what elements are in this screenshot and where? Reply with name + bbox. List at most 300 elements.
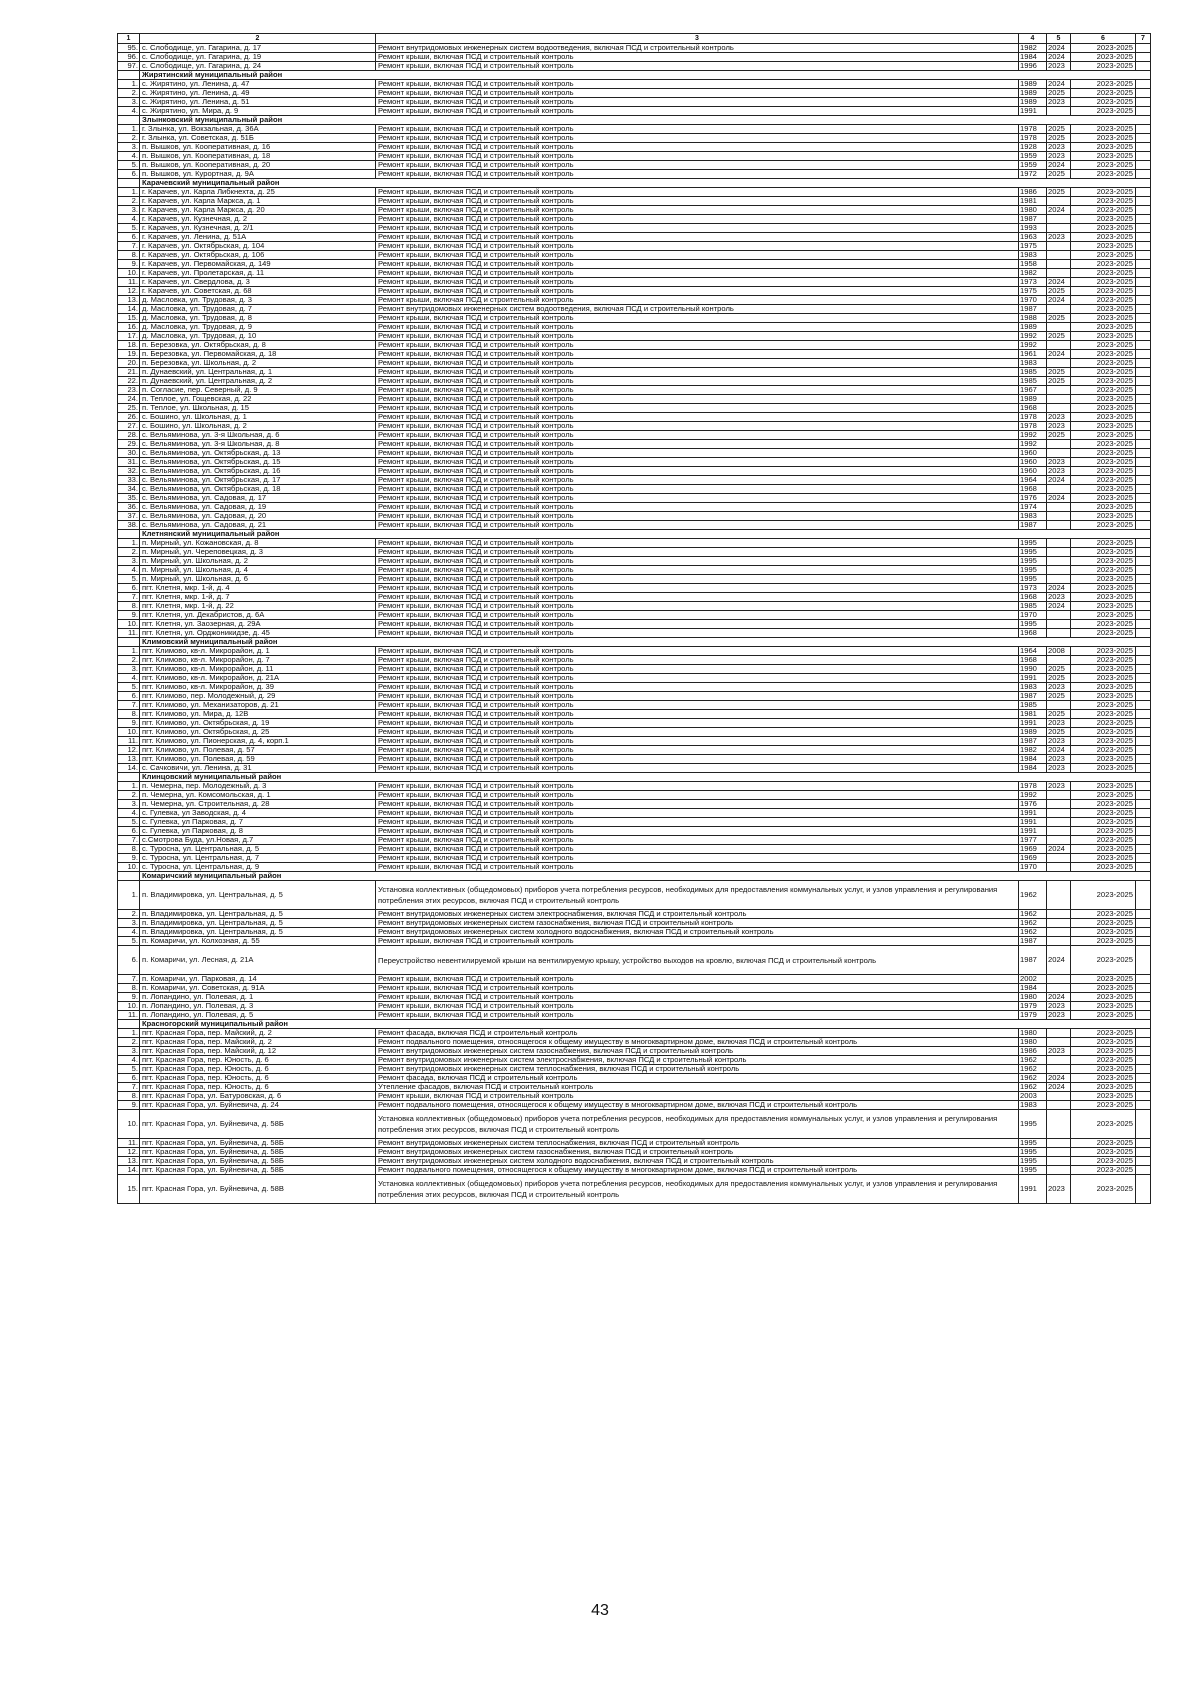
extra-cell	[1136, 431, 1151, 440]
planned-year-cell: 2023	[1047, 152, 1071, 161]
extra-cell	[1136, 143, 1151, 152]
extra-cell	[1136, 1011, 1151, 1020]
table-row	[118, 188, 1151, 197]
work-type-cell: Ремонт крыши, включая ПСД и строительный контроль	[376, 467, 1019, 476]
table-row	[118, 368, 1151, 377]
planned-year-cell	[1047, 224, 1071, 233]
address-cell: п. Владимировка, ул. Центральная, д. 5	[140, 910, 376, 919]
planned-year-cell: 2024	[1047, 476, 1071, 485]
extra-cell	[1136, 314, 1151, 323]
planned-year-cell	[1047, 512, 1071, 521]
row-number-cell: 26.	[118, 413, 140, 422]
row-number-cell: 97.	[118, 62, 140, 71]
address-cell: д. Масловка, ул. Трудовая, д. 9	[140, 323, 376, 332]
planned-year-cell: 2023	[1047, 593, 1071, 602]
table-row	[118, 928, 1151, 937]
period-cell: 2023-2025	[1071, 737, 1136, 746]
header-cell: 6	[1071, 34, 1136, 44]
address-cell: п. Владимировка, ул. Центральная, д. 5	[140, 919, 376, 928]
address-cell: с. Вельяминова, ул. 3-я Школьная, д. 6	[140, 431, 376, 440]
table-row	[118, 1175, 1151, 1204]
planned-year-cell	[1047, 1110, 1071, 1139]
build-year-cell: 1962	[1019, 881, 1047, 910]
build-year-cell: 1989	[1019, 89, 1047, 98]
period-cell: 2023-2025	[1071, 1175, 1136, 1204]
work-type-cell: Ремонт крыши, включая ПСД и строительный контроль	[376, 818, 1019, 827]
column-number-header	[118, 34, 1151, 44]
build-year-cell: 1985	[1019, 368, 1047, 377]
address-cell: г. Карачев, ул. Октябрьская, д. 106	[140, 251, 376, 260]
address-cell: г. Карачев, ул. Пролетарская, д. 11	[140, 269, 376, 278]
build-year-cell: 1959	[1019, 161, 1047, 170]
table-row	[118, 692, 1151, 701]
period-cell: 2023-2025	[1071, 854, 1136, 863]
build-year-cell: 1992	[1019, 431, 1047, 440]
address-cell: пгт. Климово, кв-л. Микрорайон, д. 1	[140, 647, 376, 656]
build-year-cell: 1983	[1019, 1101, 1047, 1110]
table-row	[118, 260, 1151, 269]
planned-year-cell	[1047, 323, 1071, 332]
extra-cell	[1136, 467, 1151, 476]
extra-cell	[1136, 782, 1151, 791]
table-body	[118, 44, 1151, 1204]
planned-year-cell	[1047, 251, 1071, 260]
build-year-cell: 1964	[1019, 647, 1047, 656]
address-cell: п. Мирный, ул. Школьная, д. 2	[140, 557, 376, 566]
address-cell: с. Жирятино, ул. Мира, д. 9	[140, 107, 376, 116]
work-type-cell: Ремонт крыши, включая ПСД и строительный контроль	[376, 503, 1019, 512]
work-type-cell: Ремонт крыши, включая ПСД и строительный контроль	[376, 134, 1019, 143]
work-type-cell: Ремонт внутридомовых инженерных систем водоотведения, включая ПСД и строительный контроль	[376, 305, 1019, 314]
row-number-cell: 96.	[118, 53, 140, 62]
period-cell: 2023-2025	[1071, 206, 1136, 215]
row-number-cell: 3.	[118, 1047, 140, 1056]
table-row	[118, 539, 1151, 548]
build-year-cell: 1989	[1019, 323, 1047, 332]
planned-year-cell: 2023	[1047, 755, 1071, 764]
table-row	[118, 1047, 1151, 1056]
table-row	[118, 413, 1151, 422]
table-row	[118, 1056, 1151, 1065]
row-number-cell: 9.	[118, 993, 140, 1002]
period-cell: 2023-2025	[1071, 467, 1136, 476]
build-year-cell: 1967	[1019, 386, 1047, 395]
planned-year-cell	[1047, 656, 1071, 665]
table-row	[118, 993, 1151, 1002]
extra-cell	[1136, 584, 1151, 593]
address-cell: пгт. Клетня, ул. Заозерная, д. 29А	[140, 620, 376, 629]
row-number-cell: 15.	[118, 314, 140, 323]
period-cell: 2023-2025	[1071, 431, 1136, 440]
build-year-cell: 1978	[1019, 134, 1047, 143]
planned-year-cell	[1047, 1065, 1071, 1074]
work-type-cell: Ремонт крыши, включая ПСД и строительный контроль	[376, 854, 1019, 863]
work-type-cell: Ремонт крыши, включая ПСД и строительный контроль	[376, 233, 1019, 242]
table-row	[118, 566, 1151, 575]
work-type-cell: Ремонт внутридомовых инженерных систем теплоснабжения, включая ПСД и строительный контроль	[376, 1139, 1019, 1148]
work-type-cell: Ремонт крыши, включая ПСД и строительный контроль	[376, 656, 1019, 665]
row-number-cell: 5.	[118, 575, 140, 584]
extra-cell	[1136, 737, 1151, 746]
build-year-cell: 1985	[1019, 377, 1047, 386]
row-number-cell: 7.	[118, 836, 140, 845]
address-cell: с. Жирятино, ул. Ленина, д. 51	[140, 98, 376, 107]
planned-year-cell	[1047, 1139, 1071, 1148]
planned-year-cell: 2024	[1047, 350, 1071, 359]
work-type-cell: Ремонт крыши, включая ПСД и строительный контроль	[376, 458, 1019, 467]
row-number-cell: 3.	[118, 919, 140, 928]
build-year-cell: 1988	[1019, 314, 1047, 323]
row-number-cell: 95.	[118, 44, 140, 53]
extra-cell	[1136, 62, 1151, 71]
period-cell: 2023-2025	[1071, 946, 1136, 975]
address-cell: с. Гулевка, ул Парковая, д. 8	[140, 827, 376, 836]
period-cell: 2023-2025	[1071, 449, 1136, 458]
section-blank-cell	[118, 773, 140, 782]
build-year-cell: 1981	[1019, 710, 1047, 719]
planned-year-cell: 2025	[1047, 125, 1071, 134]
extra-cell	[1136, 800, 1151, 809]
table-row	[118, 521, 1151, 530]
planned-year-cell: 2024	[1047, 494, 1071, 503]
work-type-cell: Установка коллективных (общедомовых) приборов учета потребления ресурсов, необходимых для предоставления коммунальных услуг, и узлов управления и регулирования потребления этих ресурсов, включая ПСД и строительный контроль	[376, 881, 1019, 910]
table-row	[118, 764, 1151, 773]
period-cell: 2023-2025	[1071, 1092, 1136, 1101]
table-row	[118, 80, 1151, 89]
table-row	[118, 341, 1151, 350]
planned-year-cell: 2008	[1047, 647, 1071, 656]
build-year-cell: 1962	[1019, 1056, 1047, 1065]
row-number-cell: 10.	[118, 1002, 140, 1011]
extra-cell	[1136, 215, 1151, 224]
period-cell: 2023-2025	[1071, 134, 1136, 143]
build-year-cell: 1986	[1019, 188, 1047, 197]
extra-cell	[1136, 984, 1151, 993]
work-type-cell: Ремонт крыши, включая ПСД и строительный контроль	[376, 584, 1019, 593]
build-year-cell: 2003	[1019, 1092, 1047, 1101]
table-row	[118, 656, 1151, 665]
address-cell: с. Туросна, ул. Центральная, д. 5	[140, 845, 376, 854]
address-cell: с. Жирятино, ул. Ленина, д. 47	[140, 80, 376, 89]
table-row	[118, 44, 1151, 53]
build-year-cell: 1970	[1019, 296, 1047, 305]
table-row	[118, 386, 1151, 395]
work-type-cell: Ремонт крыши, включая ПСД и строительный контроль	[376, 359, 1019, 368]
table-row	[118, 215, 1151, 224]
table-row	[118, 170, 1151, 179]
row-number-cell: 7.	[118, 701, 140, 710]
work-type-cell: Ремонт подвального помещения, относящегося к общему имуществу в многоквартирном доме, включая ПСД и строительный контроль	[376, 1038, 1019, 1047]
address-cell: с. Слободище, ул. Гагарина, д. 17	[140, 44, 376, 53]
build-year-cell: 1969	[1019, 845, 1047, 854]
row-number-cell: 4.	[118, 1056, 140, 1065]
section-blank-cell	[118, 530, 140, 539]
row-number-cell: 7.	[118, 1083, 140, 1092]
extra-cell	[1136, 1002, 1151, 1011]
extra-cell	[1136, 134, 1151, 143]
planned-year-cell: 2024	[1047, 1074, 1071, 1083]
address-cell: пгт. Красная Гора, ул. Буйневича, д. 58Б	[140, 1166, 376, 1175]
period-cell: 2023-2025	[1071, 539, 1136, 548]
row-number-cell: 1.	[118, 125, 140, 134]
extra-cell	[1136, 260, 1151, 269]
row-number-cell: 6.	[118, 692, 140, 701]
extra-cell	[1136, 647, 1151, 656]
work-type-cell: Ремонт фасада, включая ПСД и строительный контроль	[376, 1029, 1019, 1038]
period-cell: 2023-2025	[1071, 611, 1136, 620]
row-number-cell: 3.	[118, 98, 140, 107]
address-cell: пгт. Красная Гора, ул. Буйневича, д. 58Б	[140, 1139, 376, 1148]
address-cell: пгт. Климово, ул. Пионерская, д. 4, корп.1	[140, 737, 376, 746]
planned-year-cell	[1047, 809, 1071, 818]
table-row	[118, 665, 1151, 674]
work-type-cell: Ремонт крыши, включая ПСД и строительный контроль	[376, 413, 1019, 422]
build-year-cell: 1987	[1019, 946, 1047, 975]
extra-cell	[1136, 206, 1151, 215]
table-row	[118, 674, 1151, 683]
work-type-cell: Ремонт крыши, включая ПСД и строительный контроль	[376, 368, 1019, 377]
period-cell: 2023-2025	[1071, 287, 1136, 296]
address-cell: пгт. Красная Гора, ул. Буйневича, д. 58Б	[140, 1110, 376, 1139]
planned-year-cell: 2024	[1047, 746, 1071, 755]
period-cell: 2023-2025	[1071, 593, 1136, 602]
planned-year-cell: 2023	[1047, 422, 1071, 431]
period-cell: 2023-2025	[1071, 107, 1136, 116]
work-type-cell: Ремонт крыши, включая ПСД и строительный контроль	[376, 863, 1019, 872]
planned-year-cell: 2023	[1047, 143, 1071, 152]
planned-year-cell: 2024	[1047, 602, 1071, 611]
address-cell: пгт. Красная Гора, ул. Буйневича, д. 58Б	[140, 1157, 376, 1166]
district-name: Комаричский муниципальный район	[140, 872, 1151, 881]
row-number-cell: 14.	[118, 305, 140, 314]
extra-cell	[1136, 1065, 1151, 1074]
extra-cell	[1136, 809, 1151, 818]
period-cell: 2023-2025	[1071, 984, 1136, 993]
planned-year-cell	[1047, 620, 1071, 629]
planned-year-cell	[1047, 800, 1071, 809]
work-type-cell: Ремонт крыши, включая ПСД и строительный контроль	[376, 188, 1019, 197]
row-number-cell: 24.	[118, 395, 140, 404]
row-number-cell: 7.	[118, 593, 140, 602]
planned-year-cell	[1047, 1101, 1071, 1110]
row-number-cell: 7.	[118, 975, 140, 984]
extra-cell	[1136, 602, 1151, 611]
work-type-cell: Ремонт крыши, включая ПСД и строительный контроль	[376, 323, 1019, 332]
planned-year-cell: 2023	[1047, 458, 1071, 467]
extra-cell	[1136, 332, 1151, 341]
work-type-cell: Ремонт крыши, включая ПСД и строительный контроль	[376, 975, 1019, 984]
build-year-cell: 1984	[1019, 764, 1047, 773]
row-number-cell: 1.	[118, 539, 140, 548]
build-year-cell: 1962	[1019, 919, 1047, 928]
extra-cell	[1136, 1029, 1151, 1038]
work-type-cell: Ремонт крыши, включая ПСД и строительный контроль	[376, 404, 1019, 413]
extra-cell	[1136, 44, 1151, 53]
period-cell: 2023-2025	[1071, 125, 1136, 134]
work-type-cell: Ремонт крыши, включая ПСД и строительный контроль	[376, 1002, 1019, 1011]
address-cell: д. Масловка, ул. Трудовая, д. 7	[140, 305, 376, 314]
period-cell: 2023-2025	[1071, 494, 1136, 503]
row-number-cell: 1.	[118, 80, 140, 89]
planned-year-cell	[1047, 701, 1071, 710]
work-type-cell: Ремонт крыши, включая ПСД и строительный контроль	[376, 845, 1019, 854]
planned-year-cell: 2023	[1047, 1047, 1071, 1056]
planned-year-cell: 2025	[1047, 170, 1071, 179]
work-type-cell: Ремонт крыши, включая ПСД и строительный контроль	[376, 440, 1019, 449]
build-year-cell: 1989	[1019, 80, 1047, 89]
address-cell: п. Теплое, ул. Гощевская, д. 22	[140, 395, 376, 404]
address-cell: п. Березовка, ул. Октябрьская, д. 8	[140, 341, 376, 350]
row-number-cell: 36.	[118, 503, 140, 512]
planned-year-cell: 2023	[1047, 719, 1071, 728]
work-type-cell: Ремонт крыши, включая ПСД и строительный контроль	[376, 395, 1019, 404]
build-year-cell: 1978	[1019, 782, 1047, 791]
address-cell: с. Жирятино, ул. Ленина, д. 49	[140, 89, 376, 98]
period-cell: 2023-2025	[1071, 512, 1136, 521]
table-row	[118, 584, 1151, 593]
row-number-cell: 8.	[118, 984, 140, 993]
table-row	[118, 98, 1151, 107]
build-year-cell: 1984	[1019, 984, 1047, 993]
period-cell: 2023-2025	[1071, 1038, 1136, 1047]
period-cell: 2023-2025	[1071, 1110, 1136, 1139]
table-row	[118, 919, 1151, 928]
address-cell: с. Слободище, ул. Гагарина, д. 24	[140, 62, 376, 71]
build-year-cell: 1995	[1019, 620, 1047, 629]
district-section-row	[118, 773, 1151, 782]
work-type-cell: Ремонт внутридомовых инженерных систем водоотведения, включая ПСД и строительный контроль	[376, 44, 1019, 53]
work-type-cell: Ремонт крыши, включая ПСД и строительный контроль	[376, 386, 1019, 395]
address-cell: пгт. Климово, кв-л. Микрорайон, д. 21А	[140, 674, 376, 683]
extra-cell	[1136, 341, 1151, 350]
address-cell: п. Лопандино, ул. Полевая, д. 3	[140, 1002, 376, 1011]
period-cell: 2023-2025	[1071, 224, 1136, 233]
extra-cell	[1136, 503, 1151, 512]
row-number-cell: 4.	[118, 674, 140, 683]
period-cell: 2023-2025	[1071, 1074, 1136, 1083]
extra-cell	[1136, 269, 1151, 278]
table-row	[118, 710, 1151, 719]
build-year-cell: 1968	[1019, 485, 1047, 494]
table-row	[118, 1157, 1151, 1166]
extra-cell	[1136, 1175, 1151, 1204]
address-cell: п. Комаричи, ул. Советская, д. 91А	[140, 984, 376, 993]
period-cell: 2023-2025	[1071, 575, 1136, 584]
planned-year-cell	[1047, 975, 1071, 984]
work-type-cell: Ремонт крыши, включая ПСД и строительный контроль	[376, 620, 1019, 629]
work-type-cell: Ремонт крыши, включая ПСД и строительный контроль	[376, 791, 1019, 800]
period-cell: 2023-2025	[1071, 584, 1136, 593]
build-year-cell: 1995	[1019, 539, 1047, 548]
work-type-cell: Ремонт крыши, включая ПСД и строительный контроль	[376, 647, 1019, 656]
table-row	[118, 863, 1151, 872]
address-cell: пгт. Красная Гора, пер. Юность, д. 6	[140, 1074, 376, 1083]
work-type-cell: Ремонт крыши, включая ПСД и строительный контроль	[376, 512, 1019, 521]
table-row	[118, 701, 1151, 710]
table-row	[118, 1065, 1151, 1074]
table-row	[118, 467, 1151, 476]
district-name: Красногорский муниципальный район	[140, 1020, 1151, 1029]
extra-cell	[1136, 845, 1151, 854]
table-row	[118, 296, 1151, 305]
period-cell: 2023-2025	[1071, 1101, 1136, 1110]
row-number-cell: 10.	[118, 620, 140, 629]
address-cell: пгт. Красная Гора, пер. Майский, д. 2	[140, 1038, 376, 1047]
period-cell: 2023-2025	[1071, 422, 1136, 431]
row-number-cell: 2.	[118, 134, 140, 143]
table-row	[118, 1011, 1151, 1020]
extra-cell	[1136, 593, 1151, 602]
address-cell: с. Гулевка, ул Заводская, д. 4	[140, 809, 376, 818]
build-year-cell: 1995	[1019, 575, 1047, 584]
work-type-cell: Ремонт крыши, включая ПСД и строительный контроль	[376, 692, 1019, 701]
planned-year-cell	[1047, 197, 1071, 206]
period-cell: 2023-2025	[1071, 80, 1136, 89]
planned-year-cell	[1047, 521, 1071, 530]
row-number-cell: 9.	[118, 1101, 140, 1110]
extra-cell	[1136, 611, 1151, 620]
extra-cell	[1136, 919, 1151, 928]
district-section-row	[118, 71, 1151, 80]
period-cell: 2023-2025	[1071, 629, 1136, 638]
planned-year-cell	[1047, 260, 1071, 269]
period-cell: 2023-2025	[1071, 683, 1136, 692]
row-number-cell: 23.	[118, 386, 140, 395]
table-row	[118, 134, 1151, 143]
work-type-cell: Ремонт крыши, включая ПСД и строительный контроль	[376, 629, 1019, 638]
row-number-cell: 2.	[118, 197, 140, 206]
work-type-cell: Ремонт крыши, включая ПСД и строительный контроль	[376, 341, 1019, 350]
period-cell: 2023-2025	[1071, 692, 1136, 701]
table-row	[118, 782, 1151, 791]
row-number-cell: 3.	[118, 143, 140, 152]
table-row	[118, 836, 1151, 845]
table-row	[118, 1110, 1151, 1139]
district-section-row	[118, 872, 1151, 881]
row-number-cell: 1.	[118, 188, 140, 197]
table-row	[118, 1148, 1151, 1157]
period-cell: 2023-2025	[1071, 278, 1136, 287]
row-number-cell: 6.	[118, 1074, 140, 1083]
address-cell: г. Карачев, ул. Ленина, д. 51А	[140, 233, 376, 242]
work-type-cell: Ремонт крыши, включая ПСД и строительный контроль	[376, 251, 1019, 260]
row-number-cell: 22.	[118, 377, 140, 386]
period-cell: 2023-2025	[1071, 566, 1136, 575]
address-cell: г. Карачев, ул. Октябрьская, д. 104	[140, 242, 376, 251]
planned-year-cell	[1047, 863, 1071, 872]
address-cell: с. Гулевка, ул Парковая, д. 7	[140, 818, 376, 827]
planned-year-cell	[1047, 359, 1071, 368]
table-row	[118, 377, 1151, 386]
planned-year-cell: 2024	[1047, 53, 1071, 62]
row-number-cell: 4.	[118, 107, 140, 116]
period-cell: 2023-2025	[1071, 521, 1136, 530]
row-number-cell: 9.	[118, 611, 140, 620]
extra-cell	[1136, 1139, 1151, 1148]
period-cell: 2023-2025	[1071, 458, 1136, 467]
planned-year-cell	[1047, 395, 1071, 404]
row-number-cell: 2.	[118, 89, 140, 98]
build-year-cell: 1991	[1019, 107, 1047, 116]
planned-year-cell	[1047, 881, 1071, 910]
build-year-cell: 1978	[1019, 125, 1047, 134]
build-year-cell: 1992	[1019, 440, 1047, 449]
work-type-cell: Ремонт внутридомовых инженерных систем холодного водоснабжения, включая ПСД и строительный контроль	[376, 928, 1019, 937]
table-row	[118, 1101, 1151, 1110]
planned-year-cell	[1047, 984, 1071, 993]
row-number-cell: 2.	[118, 548, 140, 557]
extra-cell	[1136, 458, 1151, 467]
